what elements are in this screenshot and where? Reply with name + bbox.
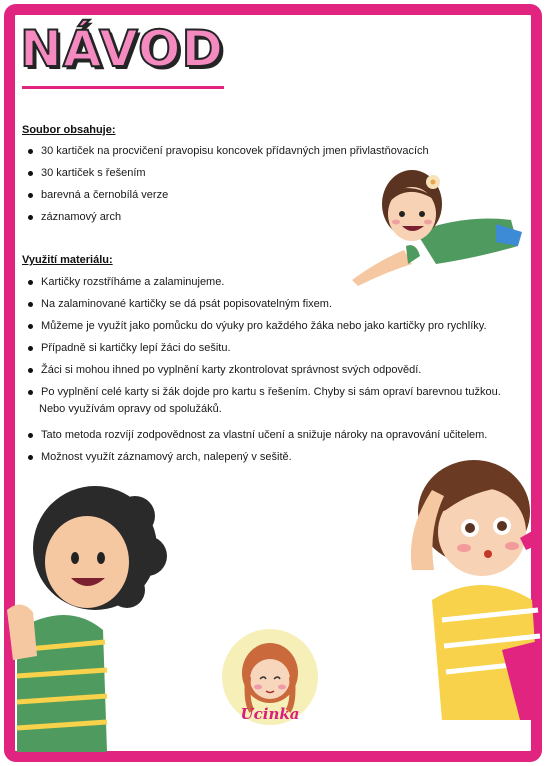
list-item: záznamový arch — [22, 206, 429, 228]
logo-text: Ucinka — [240, 705, 300, 723]
list-item: Po vyplnění celé karty si žák dojde pro kartu s řešením. Chyby si sám opraví barevnou tužkou. — [22, 381, 501, 403]
list-item: 30 kartiček na procvičení pravopisu koncovek přídavných jmen přivlastňovacích — [22, 140, 429, 162]
title-underline — [22, 86, 224, 89]
list-item: Tato metoda rozvíjí zodpovědnost za vlastní učení a snižuje nároky na opravování učitelem. — [22, 424, 487, 446]
list-item: Případně si kartičky lepí žáci do sešitu. — [22, 337, 501, 359]
list-item: Možnost využít záznamový arch, nalepený v sešitě. — [22, 446, 487, 468]
girl-peeking-illustration — [402, 450, 542, 720]
list-item: Můžeme je využít jako pomůcku do výuky pro každého žáka nebo jako kartičky pro rychlíky. — [22, 315, 501, 337]
list-item: Na zalaminované kartičky se dá psát popisovatelným fixem. — [22, 293, 501, 315]
section-heading-usage: Využití materiálu: — [22, 254, 113, 266]
list-item: Kartičky rozstříháme a zalaminujeme. — [22, 271, 501, 293]
girl-pointing-illustration — [346, 162, 522, 292]
boy-illustration — [7, 480, 177, 752]
list-item: Žáci si mohou ihned po vyplnění karty zkontrolovat správnost svých odpovědí. — [22, 359, 501, 381]
list-item: 30 kartiček s řešením — [22, 162, 429, 184]
section-heading-contents: Soubor obsahuje: — [22, 124, 116, 136]
page-title: NÁVOD — [20, 20, 224, 78]
list-item: barevná a černobílá verze — [22, 184, 429, 206]
ucinka-logo — [220, 625, 320, 729]
list-item-continuation: Nebo využívám opravy od spolužáků. — [39, 403, 222, 415]
